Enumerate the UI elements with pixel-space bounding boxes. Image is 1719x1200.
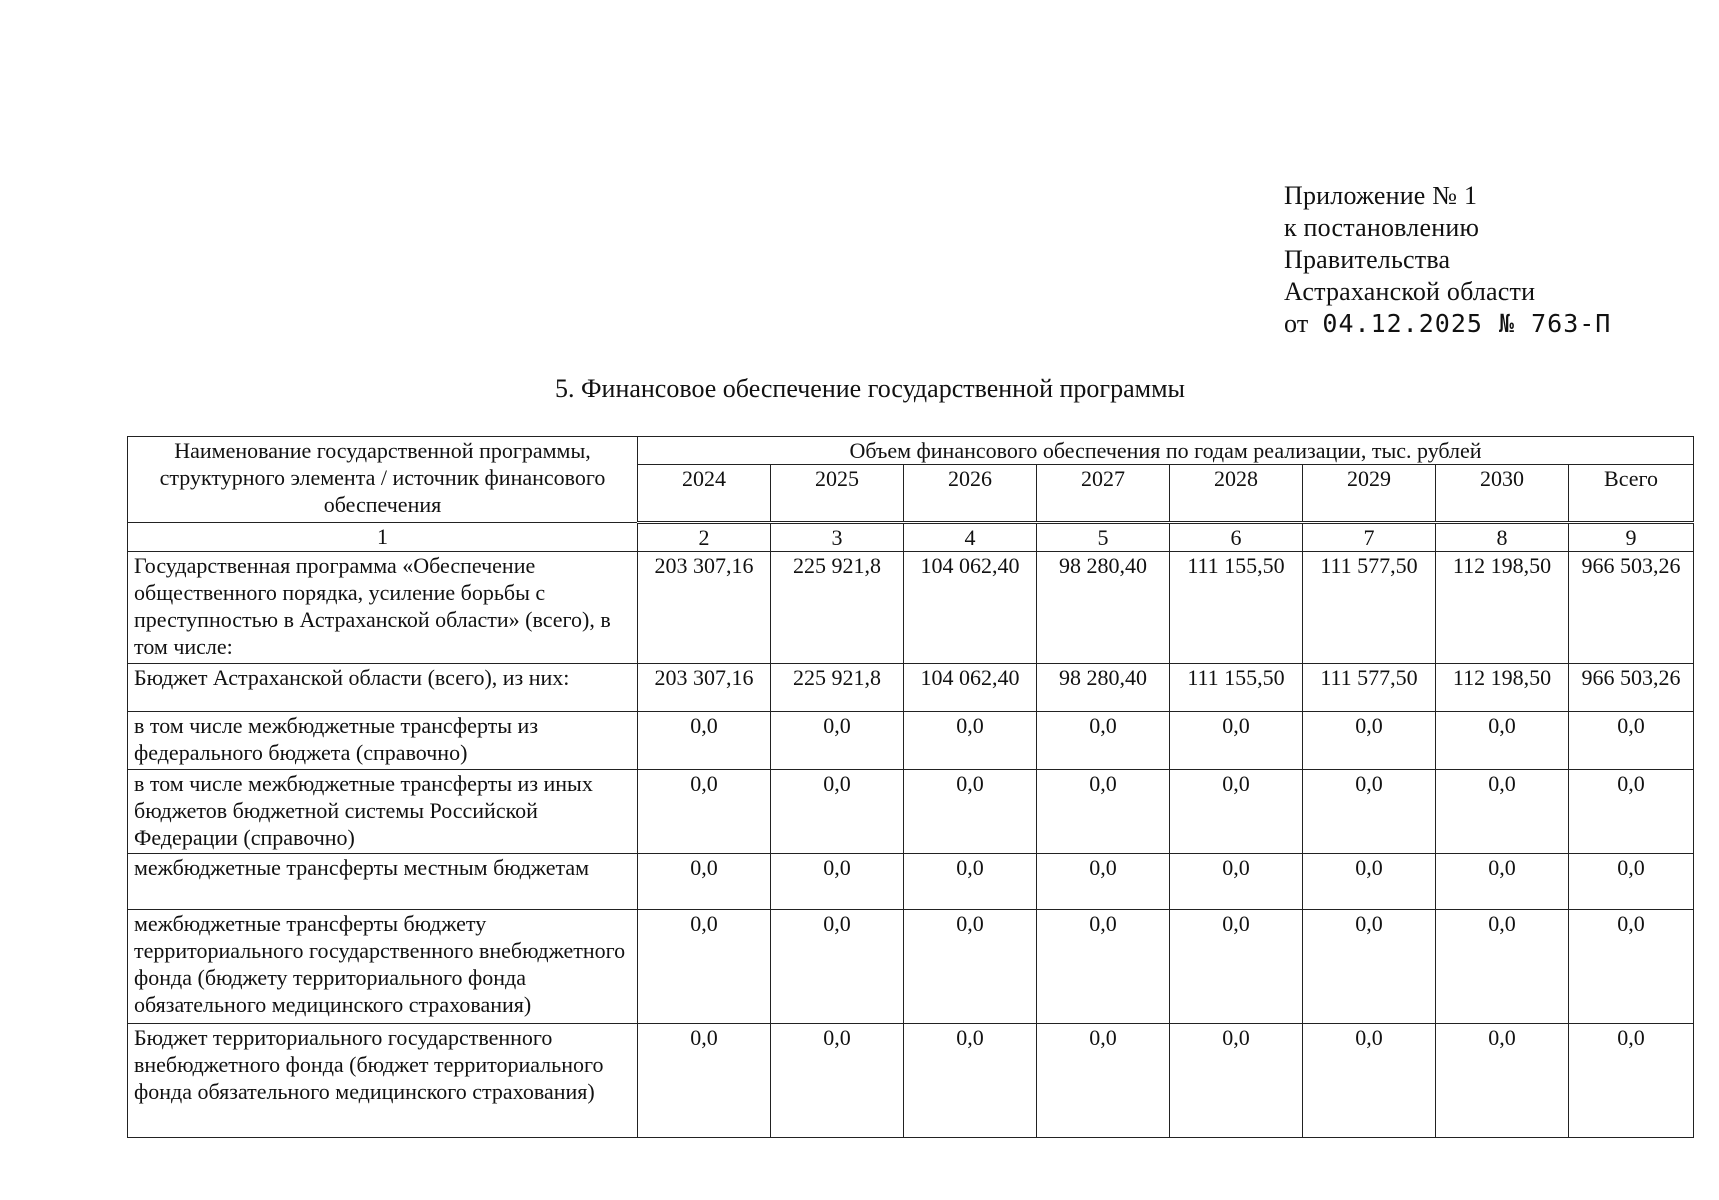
column-index: 9 [1569, 523, 1694, 552]
financing-group-header: Объем финансового обеспечения по годам реализации, тыс. рублей [638, 437, 1694, 465]
value-cell: 0,0 [1303, 770, 1436, 854]
column-index: 7 [1303, 523, 1436, 552]
column-index-row [128, 523, 1694, 552]
section-title: 5. Финансовое обеспечение государственной программы [554, 374, 1186, 403]
value-cell: 0,0 [638, 910, 771, 1024]
column-index: 6 [1170, 523, 1303, 552]
value-cell: 98 280,40 [1037, 664, 1170, 712]
value-cell: 0,0 [771, 1024, 904, 1138]
value-cell: 225 921,8 [771, 552, 904, 664]
value-cell: 112 198,50 [1436, 552, 1569, 664]
value-cell: 0,0 [1037, 770, 1170, 854]
value-cell: 203 307,16 [638, 552, 771, 664]
value-cell: 0,0 [1436, 712, 1569, 770]
table-row [128, 854, 1694, 910]
year-header: 2030 [1436, 465, 1569, 523]
value-cell: 0,0 [1037, 712, 1170, 770]
value-cell: 0,0 [1037, 1024, 1170, 1138]
value-cell: 0,0 [1436, 770, 1569, 854]
value-cell: 0,0 [904, 712, 1037, 770]
value-cell: 0,0 [1436, 1024, 1569, 1138]
year-header: 2028 [1170, 465, 1303, 523]
appendix-block [1284, 180, 1611, 340]
value-cell: 111 155,50 [1170, 664, 1303, 712]
value-cell: 0,0 [1303, 910, 1436, 1024]
financing-table [127, 436, 1694, 1138]
value-cell: 203 307,16 [638, 664, 771, 712]
total-cell: 0,0 [1569, 770, 1694, 854]
column-index: 4 [904, 523, 1037, 552]
value-cell: 0,0 [1170, 854, 1303, 910]
name-column-header: Наименование государственной программы, структурного элемента / источник финансового обеспечения [128, 437, 638, 523]
total-cell: 0,0 [1569, 712, 1694, 770]
value-cell: 0,0 [904, 1024, 1037, 1138]
year-header: 2029 [1303, 465, 1436, 523]
value-cell: 104 062,40 [904, 552, 1037, 664]
value-cell: 225 921,8 [771, 664, 904, 712]
table-row [128, 1024, 1694, 1138]
row-name: Государственная программа «Обеспечение общественного порядка, усиление борьбы с преступностью в Астраханской области» (всего), в том числе: [128, 552, 638, 664]
value-cell: 111 155,50 [1170, 552, 1303, 664]
year-header: 2026 [904, 465, 1037, 523]
value-cell: 0,0 [771, 712, 904, 770]
value-cell: 0,0 [1303, 712, 1436, 770]
year-header: 2027 [1037, 465, 1170, 523]
column-index: 5 [1037, 523, 1170, 552]
value-cell: 98 280,40 [1037, 552, 1170, 664]
value-cell: 0,0 [638, 770, 771, 854]
total-cell: 966 503,26 [1569, 552, 1694, 664]
value-cell: 0,0 [771, 770, 904, 854]
total-cell: 0,0 [1569, 910, 1694, 1024]
year-header: 2024 [638, 465, 771, 523]
year-header: 2025 [771, 465, 904, 523]
table-row [128, 664, 1694, 712]
value-cell: 111 577,50 [1303, 664, 1436, 712]
value-cell: 0,0 [1037, 854, 1170, 910]
total-cell: 0,0 [1569, 854, 1694, 910]
appendix-line-3: Правительства [1284, 245, 1451, 274]
row-name: межбюджетные трансферты местным бюджетам [128, 854, 638, 910]
value-cell: 0,0 [904, 854, 1037, 910]
appendix-line-4: Астраханской области [1284, 277, 1536, 306]
column-index: 8 [1436, 523, 1569, 552]
appendix-number: 04.12.2025 № 763-П [1322, 309, 1612, 338]
table-row [128, 552, 1694, 664]
header-row-group [128, 437, 1694, 465]
value-cell: 0,0 [904, 910, 1037, 1024]
value-cell: 111 577,50 [1303, 552, 1436, 664]
value-cell: 0,0 [638, 712, 771, 770]
appendix-date-line [1284, 308, 1611, 340]
value-cell: 0,0 [1170, 1024, 1303, 1138]
column-index: 1 [128, 523, 638, 552]
total-cell: 966 503,26 [1569, 664, 1694, 712]
value-cell: 0,0 [904, 770, 1037, 854]
value-cell: 0,0 [1303, 1024, 1436, 1138]
value-cell: 0,0 [771, 854, 904, 910]
appendix-prefix: от [1284, 309, 1309, 338]
total-cell: 0,0 [1569, 1024, 1694, 1138]
value-cell: 112 198,50 [1436, 664, 1569, 712]
table-row [128, 910, 1694, 1024]
value-cell: 0,0 [1436, 854, 1569, 910]
value-cell: 104 062,40 [904, 664, 1037, 712]
appendix-line-1: Приложение № 1 [1284, 181, 1478, 210]
row-name: Бюджет Астраханской области (всего), из них: [128, 664, 638, 712]
row-name: Бюджет территориального государственного внебюджетного фонда (бюджет территориального фонда обязательного медицинского страхования) [128, 1024, 638, 1138]
row-name: в том числе межбюджетные трансферты из федерального бюджета (справочно) [128, 712, 638, 770]
value-cell: 0,0 [638, 854, 771, 910]
value-cell: 0,0 [1170, 712, 1303, 770]
value-cell: 0,0 [1303, 854, 1436, 910]
value-cell: 0,0 [1436, 910, 1569, 1024]
value-cell: 0,0 [1170, 770, 1303, 854]
row-name: межбюджетные трансферты бюджету территориального государственного внебюджетного фонда (бюджету территориального фонда обязательного медицинского страхования) [128, 910, 638, 1024]
row-name: в том числе межбюджетные трансферты из иных бюджетов бюджетной системы Российской Федерации (справочно) [128, 770, 638, 854]
appendix-line-2: к постановлению [1284, 213, 1480, 242]
total-header: Всего [1569, 465, 1694, 523]
table-row [128, 770, 1694, 854]
column-index: 3 [771, 523, 904, 552]
column-index: 2 [638, 523, 771, 552]
value-cell: 0,0 [1037, 910, 1170, 1024]
value-cell: 0,0 [1170, 910, 1303, 1024]
value-cell: 0,0 [771, 910, 904, 1024]
value-cell: 0,0 [638, 1024, 771, 1138]
table-row [128, 712, 1694, 770]
